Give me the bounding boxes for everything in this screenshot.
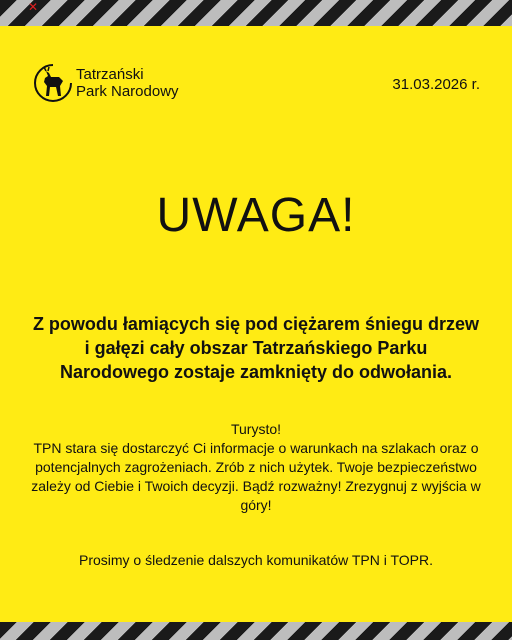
- tourist-greeting: Turysto!: [230, 421, 282, 437]
- footer-note: Prosimy o śledzenie dalszych komunikatów TPN i TOPR.: [78, 552, 434, 568]
- warning-stripe-bottom: [0, 622, 512, 640]
- red-mark-icon: ✕: [28, 0, 39, 14]
- logo-line2: Park Narodowy: [76, 83, 179, 100]
- announcement-date: 31.03.2026 r.: [392, 76, 480, 93]
- logo-line1: Tatrzański: [76, 66, 144, 83]
- logo-text: [76, 66, 179, 100]
- heading: UWAGA!: [156, 189, 356, 242]
- chamois-icon: [32, 62, 74, 104]
- tourist-advice-text: TPN stara się dostarczyć Ci informacje o warunkach na szlakach oraz o potencjalnych zagrożeniach. Zrób z nich użytek. Twoje bezpieczeństwo zależy od Ciebie i Twoich decyzji. Bądź rozważny! Zrezygnuj z wyjścia w góry!: [31, 440, 481, 513]
- warning-stripe-top: [0, 0, 512, 26]
- tpn-logo: [32, 62, 179, 104]
- tourist-advice: [20, 420, 492, 515]
- closure-notice: Z powodu łamiących się pod ciężarem śniegu drzew i gałęzi cały obszar Tatrzańskiego Parku Narodowego zostaje zamknięty do odwołania.: [32, 314, 480, 382]
